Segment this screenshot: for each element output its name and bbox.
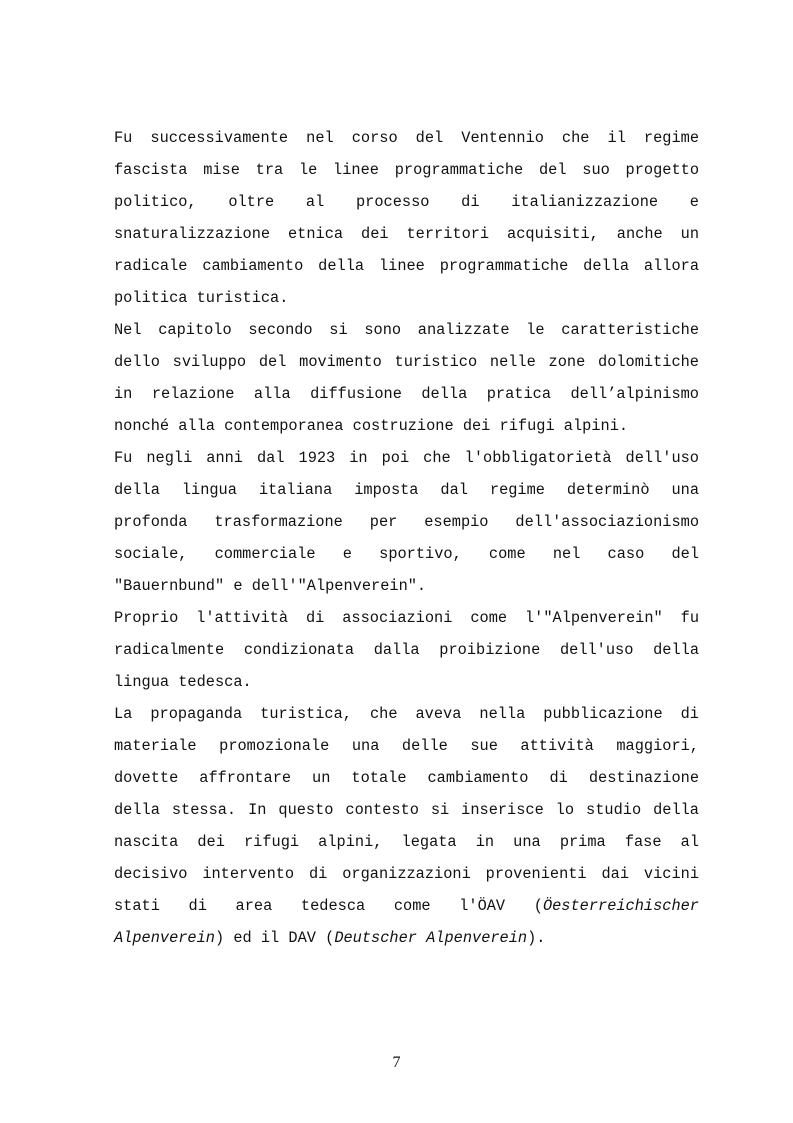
body-text [114, 122, 699, 954]
text-line: materiale promozionale una delle sue attività maggiori, [114, 737, 699, 755]
text-line: sociale, commerciale e sportivo, come nel caso del [114, 545, 699, 563]
text-line: della lingua italiana imposta dal regime determinò una [114, 481, 699, 499]
text-line [114, 890, 699, 922]
text-line: fascista mise tra le linee programmatiche del suo progetto [114, 161, 699, 179]
text-line: dello sviluppo del movimento turistico nelle zone dolomitiche [114, 353, 699, 371]
text-line: decisivo intervento di organizzazioni provenienti dai vicini [114, 865, 699, 883]
text-line: Fu successivamente nel corso del Ventennio che il regime [114, 129, 699, 147]
text-line: nonché alla contemporanea costruzione dei rifugi alpini. [114, 417, 629, 435]
paragraph [114, 122, 699, 314]
page-number: 7 [392, 1054, 401, 1071]
text-line: Nel capitolo secondo si sono analizzate le caratteristiche [114, 321, 699, 339]
text-line [114, 922, 699, 954]
text-run: ) ed il DAV ( [214, 929, 335, 947]
text-run: stati di area tedesca come l'ÖAV ( [114, 897, 543, 915]
text-run: ). [527, 929, 546, 947]
text-line: "Bauernbund" e dell'"Alpenverein". [114, 577, 427, 595]
text-line: politica turistica. [114, 289, 289, 307]
text-line: lingua tedesca. [114, 673, 252, 691]
italic-text-run: Alpenverein [114, 929, 215, 947]
text-line: La propaganda turistica, che aveva nella pubblicazione di [114, 705, 699, 723]
italic-text-run: Öesterreichischer [542, 897, 699, 915]
paragraph [114, 698, 699, 954]
text-line: politico, oltre al processo di italianizzazione e [114, 193, 699, 211]
text-line: radicalmente condizionata dalla proibizione dell'uso della [114, 641, 699, 659]
text-line: in relazione alla diffusione della pratica dell’alpinismo [114, 385, 699, 403]
paragraph [114, 602, 699, 698]
text-line: nascita dei rifugi alpini, legata in una prima fase al [114, 833, 699, 851]
text-line: radicale cambiamento della linee programmatiche della allora [114, 257, 699, 275]
paragraph [114, 314, 699, 442]
text-line: snaturalizzazione etnica dei territori acquisiti, anche un [114, 225, 699, 243]
text-line: dovette affrontare un totale cambiamento di destinazione [114, 769, 699, 787]
paragraph [114, 442, 699, 602]
text-line: Fu negli anni dal 1923 in poi che l'obbligatorietà dell'uso [114, 449, 699, 467]
text-line: della stessa. In questo contesto si inserisce lo studio della [114, 801, 699, 819]
text-line: Proprio l'attività di associazioni come l'"Alpenverein" fu [114, 609, 699, 627]
text-line: profonda trasformazione per esempio dell'associazionismo [114, 513, 699, 531]
italic-text-run: Deutscher Alpenverein [334, 929, 528, 947]
